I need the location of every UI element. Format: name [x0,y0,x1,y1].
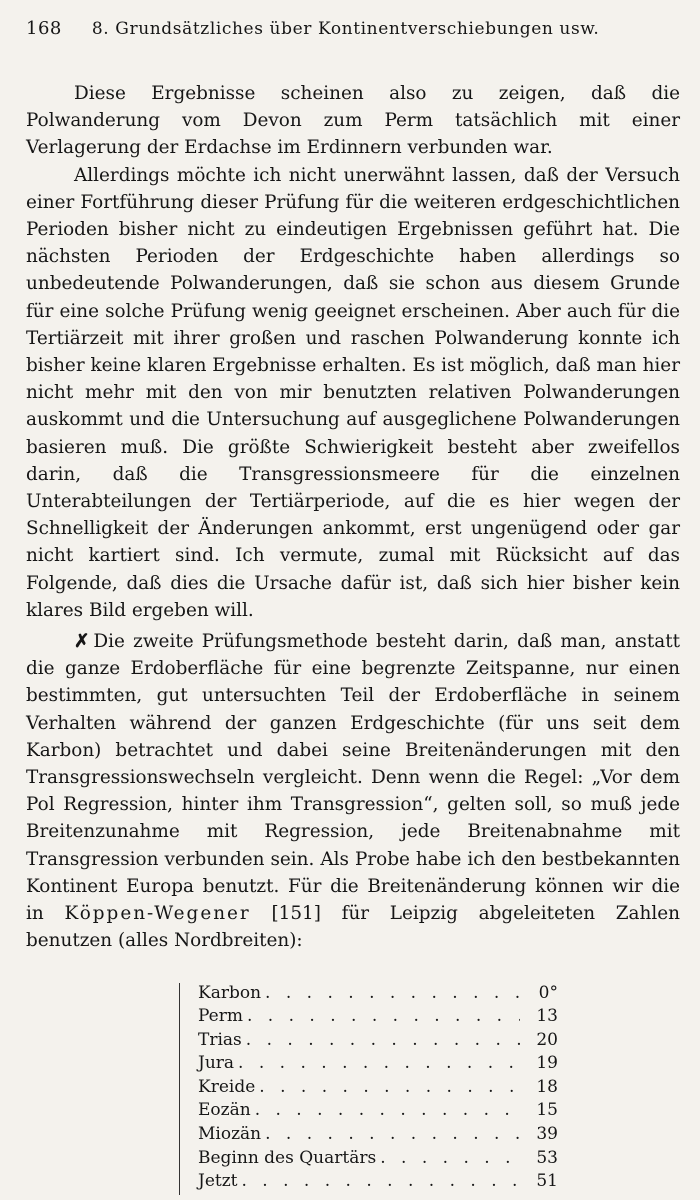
latitude-value: 19 [536,1053,558,1074]
period-name: Eozän [198,1100,251,1121]
latitude-value: 13 [536,1006,558,1027]
citation-author: Köppen-Wegener [64,903,251,925]
paragraph-2: Allerdings möchte ich nicht unerwähnt lassen, daß der Versuch einer Fortführung dieser Prüfung für die weiteren erdgeschichtlichen Perioden bisher nicht zu eindeutigen Ergebnissen geführt hat. Die nächsten Perioden der Erdgeschichte haben allerdings so unbedeutende Polwanderungen, daß sie schon aus diesem Grunde für eine solche Prüfung wenig geeignet erscheinen. Aber auch für die Tertiärzeit mit ihrer großen und raschen Polwanderung konnte ich bisher keine klaren Ergebnisse erhalten. Es ist möglich, daß man hier nicht mehr mit den von mir benutzten relativen Polwanderungen auskommt und die Untersuchung auf ausgeglichene Polwanderungen basieren muß. Die größte Schwierigkeit besteht aber zweifellos darin, daß die Transgressionsmeere für die einzelnen Unterabteilungen der Tertiärperiode, auf die es hier wegen der Schnelligkeit der Änderungen ankommt, erst ungenügend oder gar nicht kartiert sind. Ich vermute, zumal mit Rücksicht auf das Folgende, daß dies die Ursache dafür ist, daß sich hier bisher kein klares Bild ergeben will. [26,164,680,621]
latitude-value: 18 [536,1076,558,1097]
latitude-value: 51 [536,1171,558,1192]
period-name: Jura [198,1053,235,1074]
paragraph-3 [26,628,680,954]
latitude-value: 15 [536,1100,558,1121]
leader-dots [246,1030,520,1050]
paragraph-3-text-b: [151] für Leipzig abgeleiteten Zahlen benutzen (alles Nordbreiten): [26,903,680,952]
table-row [198,1006,558,1030]
table-row [198,1100,558,1124]
page-number: 168 [26,18,62,39]
leader-dots [265,983,520,1003]
latitude-value: 39 [536,1124,558,1145]
paragraph-1: Diese Ergebnisse scheinen also zu zeigen, daß die Polwanderung vom Devon zum Perm tatsächlich mit einer Verlagerung der Erdachse im Erdinnern verbunden war. [26,83,680,159]
period-name: Beginn des Quartärs [198,1147,377,1168]
table-row [198,983,558,1007]
leader-dots [255,1100,520,1120]
table-row [198,1030,558,1054]
leader-dots [265,1124,520,1144]
leader-dots [259,1077,520,1097]
paragraph-3-text-a: Die zweite Prüfungsmethode besteht darin, daß man, anstatt die ganze Erdoberfläche für eine begrenzte Zeitspanne, nur einen bestimmten, gut untersuchten Teil der Erdoberfläche in seinem Verhalten während der ganzen Erdgeschichte (für uns seit dem Karbon) betrachtet und dabei seine Breitenänderungen mit den Transgressionswechseln vergleicht. Denn wenn die Regel: „Vor dem Pol Regression, hinter ihm Transgression“, gelten soll, so muß jede Breitenzunahme mit Regression, jede Breitenabnahme mit Transgression verbunden sein. Als Probe habe ich den bestbekannten Kontinent Europa benutzt. Für die Breitenänderung können wir die in [26,631,680,925]
period-name: Kreide [198,1076,256,1097]
period-name: Miozän [198,1124,262,1145]
table-row [198,1171,558,1195]
period-name: Perm [198,1006,243,1027]
running-head: 8. Grundsätzliches über Kontinentverschiebungen usw. [91,19,600,39]
leader-dots [380,1148,520,1168]
latitude-value: 20 [536,1029,558,1050]
table-row [198,1077,558,1101]
latitude-value: 0° [538,982,558,1003]
period-name: Karbon [198,982,262,1003]
pencil-mark-icon: ✗ [74,631,90,653]
period-name: Jetzt [198,1171,238,1192]
table-row [198,1124,558,1148]
table-row [198,1053,558,1077]
leader-dots [247,1006,520,1026]
period-name: Trias [198,1029,242,1050]
latitude-value: 53 [536,1147,558,1168]
leader-dots [242,1171,521,1191]
page-header [26,18,680,50]
leader-dots [238,1053,520,1073]
latitude-table [179,983,558,1195]
table-row [198,1148,558,1172]
